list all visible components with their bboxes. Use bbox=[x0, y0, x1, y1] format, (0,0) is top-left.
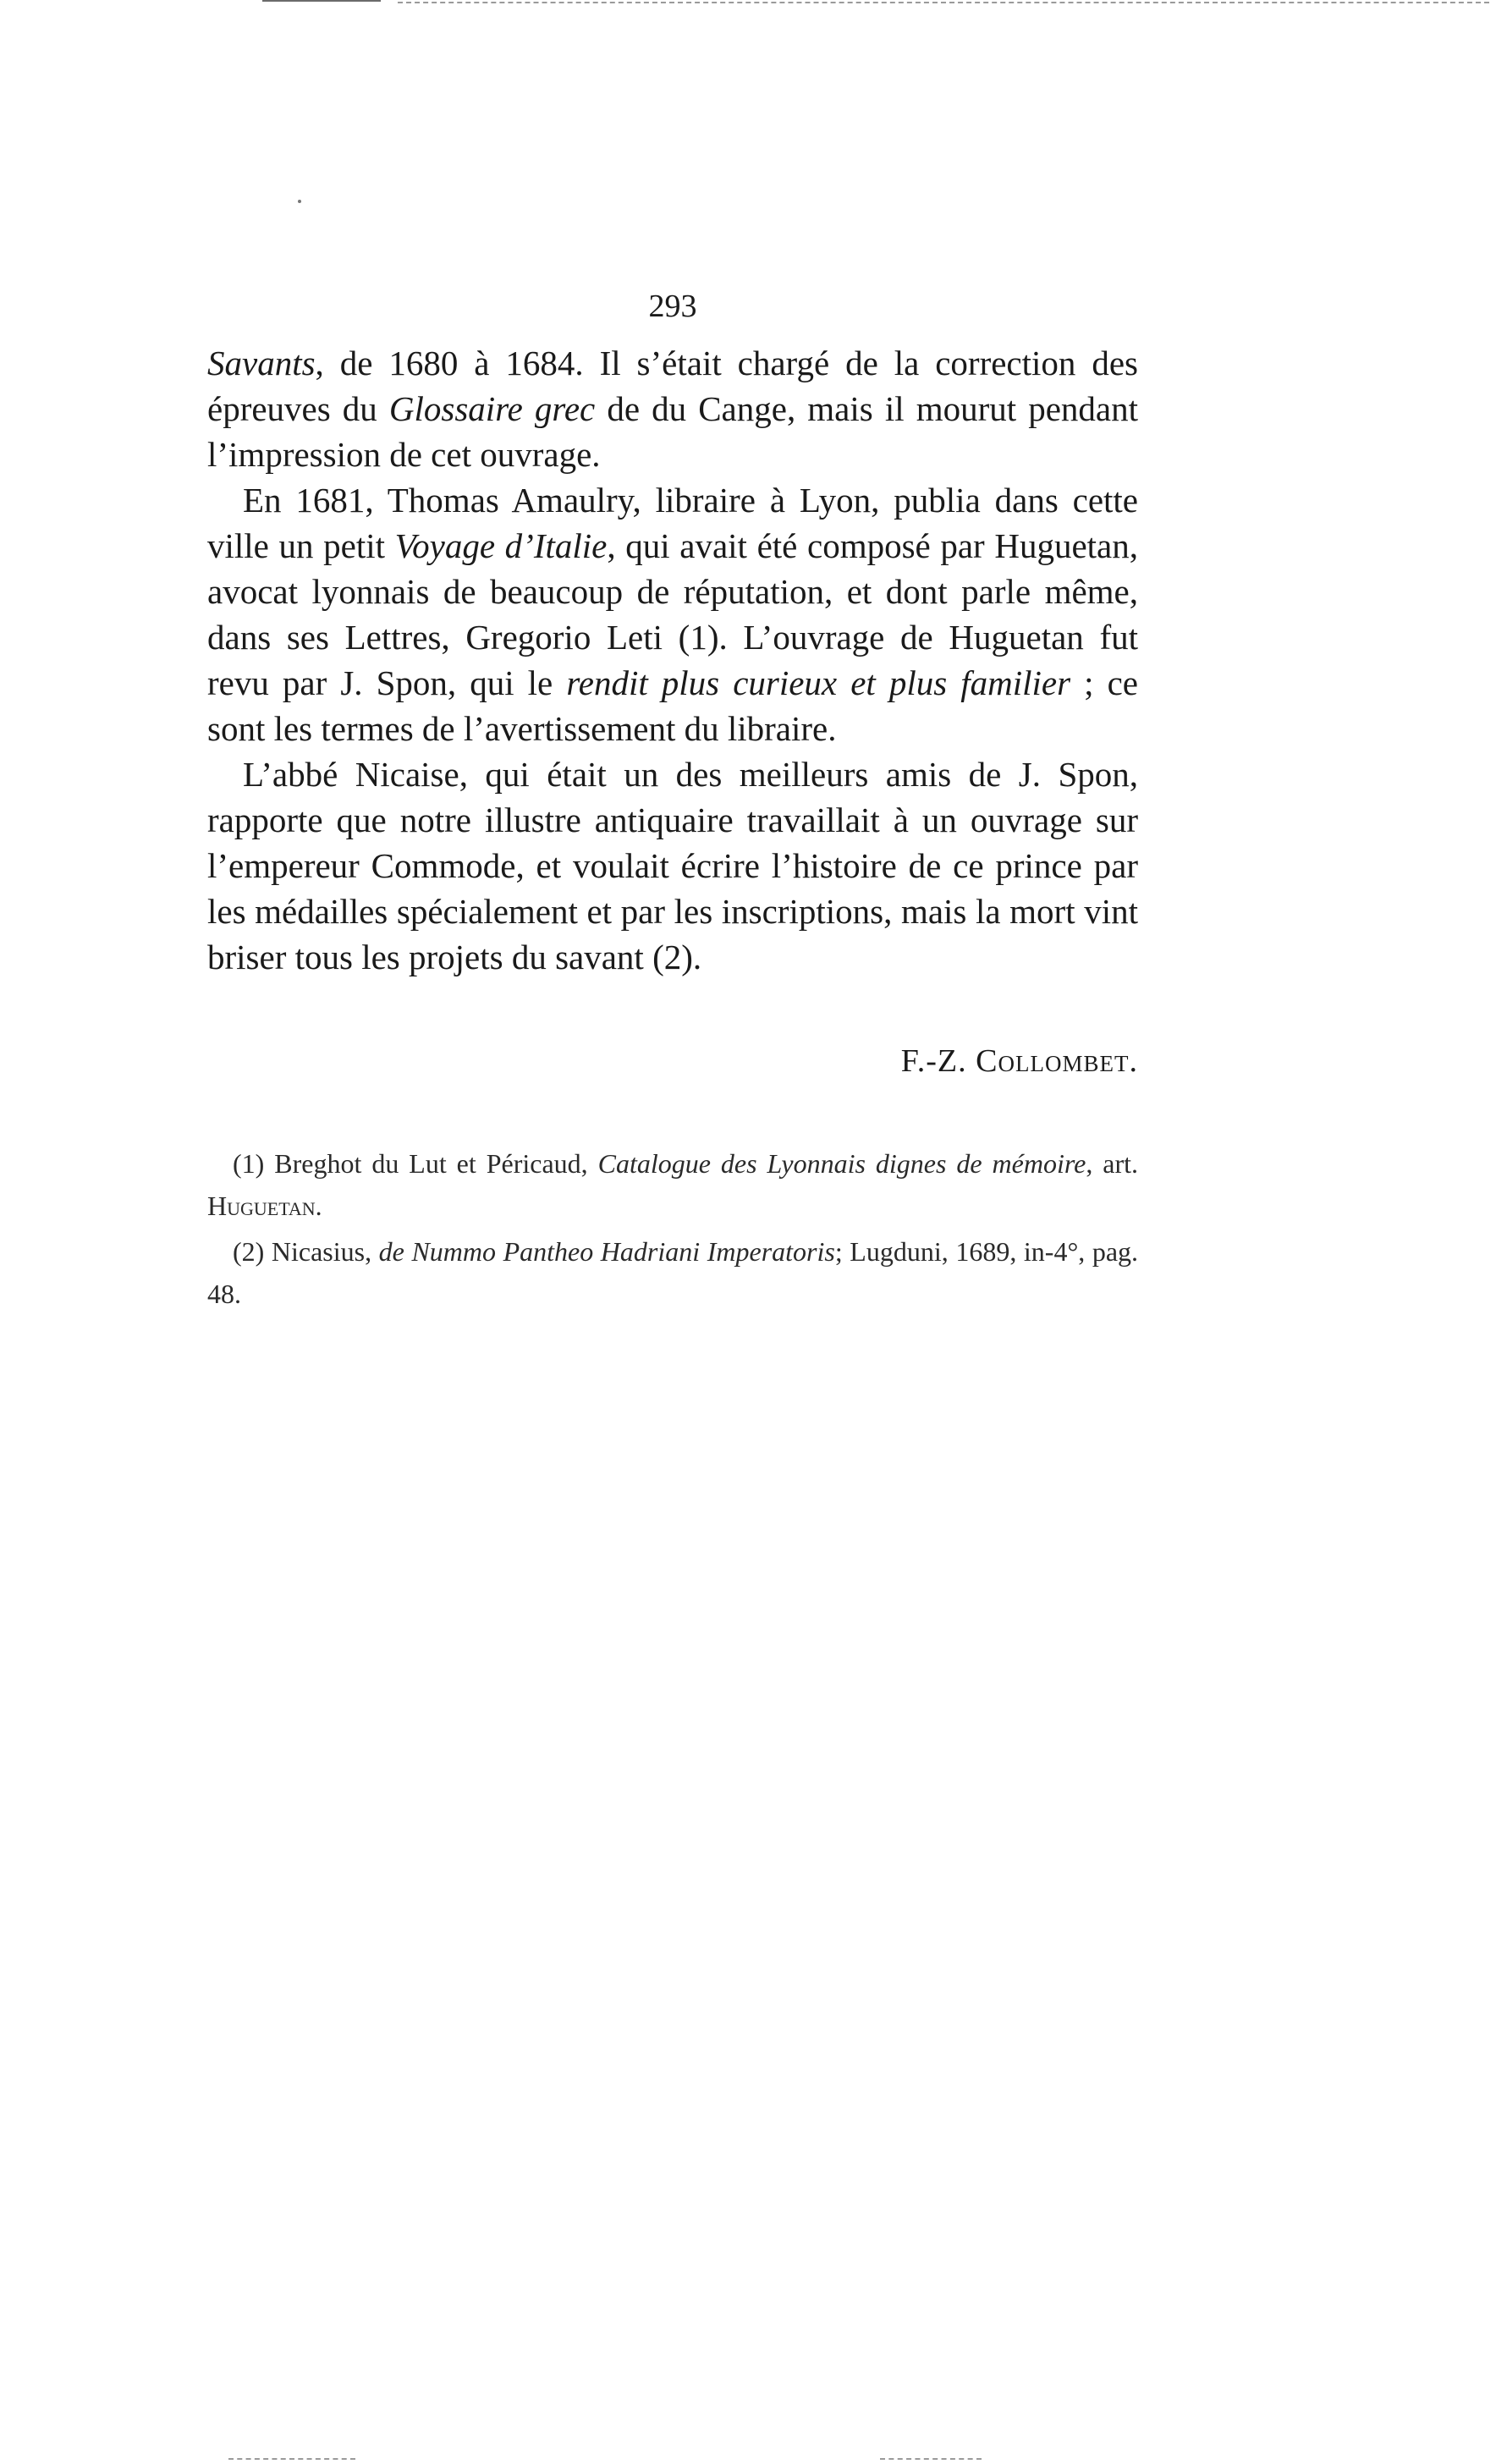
text-run: (1) Breghot du Lut et Péricaud, bbox=[233, 1148, 598, 1179]
footnotes bbox=[207, 1142, 1138, 1318]
text-run: , de 1680 à 1684. Il s’était chargé de la correction des épreuves du bbox=[207, 344, 1138, 428]
text-run: L’abbé Nicaise, qui était un des meilleurs amis de J. Spon, rapporte que notre illustre antiquaire travaillait à un ouvrage sur l’empereur Commode, et voulait écrire l’histoire de ce prince par les médailles spécialement et par les inscriptions, mais la mort vint briser tous les projets du savant (2). bbox=[207, 755, 1138, 976]
text-run: ; ce sont les termes de l’avertissement du libraire. bbox=[207, 663, 1138, 748]
scan-edge-rule-top-right bbox=[398, 2, 1489, 3]
signature-name: Collombet. bbox=[976, 1043, 1138, 1079]
text-run: Savants bbox=[207, 344, 316, 382]
footnote bbox=[207, 1142, 1138, 1227]
paragraph bbox=[207, 477, 1138, 751]
author-signature bbox=[901, 1042, 1138, 1080]
footnote bbox=[207, 1230, 1138, 1315]
text-run: (2) Nicasius, bbox=[233, 1236, 379, 1267]
text-run: Catalogue des Lyonnais dignes de mémoire bbox=[597, 1148, 1086, 1179]
text-run: Glossaire grec bbox=[388, 389, 596, 428]
text-run: Voyage d’Italie bbox=[394, 526, 608, 565]
text-run: ; Lugduni, 1689, in-4°, pag. 48. bbox=[207, 1236, 1139, 1309]
text-run: de Nummo Pantheo Hadriani Imperatoris bbox=[378, 1236, 835, 1267]
text-run: , art. bbox=[1086, 1148, 1139, 1179]
scan-edge-rule-bottom-left bbox=[228, 2458, 355, 2460]
body-text bbox=[207, 340, 1138, 980]
scan-edge-rule-bottom-right bbox=[880, 2458, 982, 2460]
paragraph bbox=[207, 340, 1138, 477]
scan-speck bbox=[298, 200, 301, 203]
scan-edge-rule-top-left bbox=[262, 0, 381, 2]
text-run: , qui avait été composé par Huguetan, avocat lyonnais de beaucoup de réputation, et dont parle même, dans ses Lettres, Gregorio Leti (1). L’ouvrage de Huguetan fut revu par J. Spon, qui le bbox=[207, 526, 1138, 702]
signature-initials: F.-Z. bbox=[900, 1043, 976, 1079]
text-run: En 1681, Thomas Amaulry, libraire à Lyon, publia dans cette ville un petit bbox=[207, 481, 1138, 565]
paragraph bbox=[207, 751, 1138, 980]
text-run: rendit plus curieux et plus familier bbox=[566, 663, 1071, 702]
text-run: Huguetan. bbox=[207, 1191, 322, 1221]
page-number: 293 bbox=[648, 289, 697, 324]
text-run: de du Cange, mais il mourut pendant l’impression de cet ouvrage. bbox=[207, 389, 1139, 474]
